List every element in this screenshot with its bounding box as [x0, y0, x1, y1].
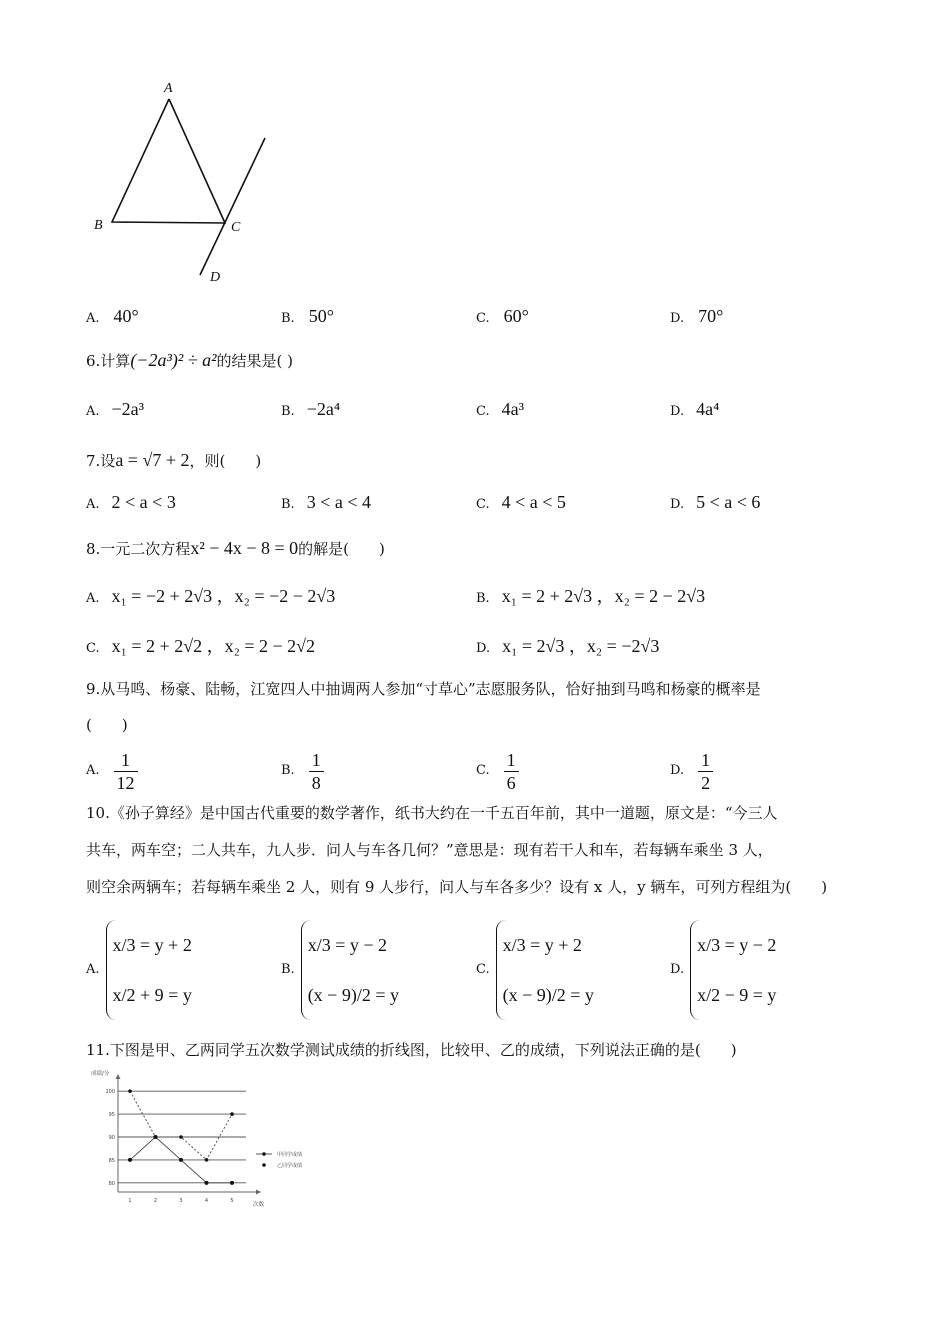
- equation-2: x/2 + 9 = y: [112, 984, 192, 1005]
- option-label: A.: [86, 591, 100, 606]
- option-label: B.: [281, 763, 295, 778]
- q6-options: [86, 398, 886, 420]
- numerator: 1: [309, 749, 324, 772]
- option-label: B.: [281, 404, 295, 419]
- numerator: 1: [504, 749, 519, 772]
- option-value: 4 < a < 5: [501, 492, 566, 512]
- q5-option-b[interactable]: [281, 305, 334, 329]
- q7-stem: [86, 449, 261, 471]
- q8-prefix: 8.一元二次方程: [86, 540, 191, 558]
- equation-system: [106, 920, 192, 1020]
- triangle-edges: [112, 99, 225, 223]
- y-tick-label: 90: [108, 1135, 115, 1141]
- triangle-figure: [85, 75, 285, 290]
- y-tick-label: 95: [108, 1112, 115, 1119]
- fraction: [114, 749, 138, 794]
- q9-option-b[interactable]: [281, 745, 324, 797]
- q11-stem: 11.下图是甲、乙两同学五次数学测试成绩的折线图，比较甲、乙的成绩，下列说法正确的是( ): [86, 1041, 737, 1059]
- x-tick-label: 2: [153, 1198, 158, 1204]
- denominator: 6: [506, 772, 516, 793]
- q8-option-a[interactable]: [86, 585, 335, 609]
- data-point: [154, 1135, 158, 1139]
- option-value: 50°: [308, 306, 334, 326]
- option-value: 5 < a < 6: [696, 492, 761, 512]
- q7-option-c[interactable]: [476, 491, 566, 515]
- q10-option-c[interactable]: [476, 918, 594, 1022]
- option-label: B.: [281, 497, 295, 512]
- option-label: A.: [86, 962, 100, 977]
- y-tick-label: 80: [108, 1180, 115, 1187]
- option-label: B.: [281, 962, 295, 977]
- y-axis-arrow: [116, 1074, 121, 1079]
- q7-suffix: ，则( ): [189, 452, 262, 470]
- option-value: x₁ = 2 + 2√3 ，x₂ = 2 − 2√3: [501, 586, 706, 606]
- q7-option-b[interactable]: [281, 491, 371, 515]
- option-value: −2a³: [111, 399, 145, 419]
- option-label: B.: [476, 591, 490, 606]
- q9-option-d[interactable]: [670, 745, 713, 797]
- q5-option-d[interactable]: [670, 305, 723, 329]
- q7-expression: a = √7 + 2: [115, 450, 190, 470]
- q7-option-d[interactable]: [670, 491, 760, 515]
- option-value: x₁ = 2√3 ，x₂ = −2√3: [502, 636, 660, 656]
- equation-system: [690, 920, 776, 1020]
- option-label: D.: [670, 962, 685, 977]
- option-label: C.: [476, 763, 490, 778]
- data-point: [205, 1158, 209, 1162]
- option-value: 40°: [113, 306, 139, 326]
- fraction: [504, 749, 519, 794]
- q6-option-c[interactable]: [476, 398, 524, 422]
- y-tick-label: 100: [105, 1089, 115, 1096]
- data-point: [230, 1181, 234, 1185]
- q7-prefix: 7.设: [86, 452, 116, 470]
- q8-option-d[interactable]: [476, 635, 659, 659]
- option-label: D.: [476, 641, 491, 656]
- q6-option-a[interactable]: [86, 398, 144, 422]
- equation-1: x/3 = y + 2: [112, 934, 192, 955]
- option-value: 2 < a < 3: [111, 492, 176, 512]
- equation-1: x/3 = y − 2: [697, 934, 777, 955]
- option-label: A.: [86, 763, 100, 778]
- q10-options: [86, 918, 886, 1022]
- equation-2: (x − 9)/2 = y: [502, 984, 594, 1005]
- option-value: 4a³: [501, 399, 525, 419]
- vertex-b: B: [94, 218, 103, 233]
- q10-stem-line2: 共车，两车空；二人共车，九人步．问人与车各几何？”意思是：现有若干人和车，若每辆车乘坐 3 人，: [86, 841, 773, 859]
- q6-suffix: 的结果是( ): [216, 352, 293, 370]
- option-label: A.: [86, 497, 100, 512]
- x-tick-label: 1: [128, 1198, 132, 1204]
- q10-stem-line1: 10.《孙子算经》是中国古代重要的数学著作，纸书大约在一千五百年前，其中一道题，原文是：“今三人: [86, 804, 778, 822]
- q9-option-c[interactable]: [476, 745, 519, 797]
- option-value: x₁ = 2 + 2√2 ，x₂ = 2 − 2√2: [111, 636, 316, 656]
- y-axis-label: 成绩/分: [91, 1071, 110, 1077]
- option-label: D.: [670, 763, 685, 778]
- line-chart: [85, 1070, 345, 1215]
- equation-1: x/3 = y − 2: [307, 934, 387, 955]
- data-point: [179, 1135, 183, 1139]
- option-label: C.: [476, 962, 490, 977]
- option-value: 4a⁴: [696, 399, 720, 419]
- option-label: D.: [670, 497, 685, 512]
- equation-system: [301, 920, 399, 1020]
- option-label: C.: [476, 404, 490, 419]
- legend-marker: [262, 1163, 266, 1167]
- q5-option-a[interactable]: [86, 305, 139, 329]
- q8-expression: x² − 4x − 8 = 0: [190, 538, 299, 558]
- q9-stem-line2: ( ): [86, 716, 128, 734]
- numerator: 1: [114, 749, 138, 772]
- series-line-2: [130, 1091, 232, 1160]
- q7-option-a[interactable]: [86, 491, 176, 515]
- data-point: [205, 1181, 209, 1185]
- q9-stem-line1: 9.从马鸣、杨豪、陆畅，江宽四人中抽调两人参加“寸草心”志愿服务队，恰好抽到马鸣和杨豪的概率是: [86, 680, 761, 698]
- data-point: [230, 1112, 234, 1116]
- denominator: 8: [311, 772, 321, 793]
- option-label: C.: [86, 641, 100, 656]
- equation-1: x/3 = y + 2: [502, 934, 582, 955]
- q6-stem: [86, 349, 293, 371]
- y-tick-label: 85: [108, 1157, 115, 1164]
- q8-suffix: 的解是( ): [298, 540, 385, 558]
- q8-option-c[interactable]: [86, 635, 315, 659]
- x-axis-arrow: [256, 1190, 261, 1195]
- x-tick-label: 3: [179, 1198, 183, 1204]
- equation-2: (x − 9)/2 = y: [307, 984, 399, 1005]
- data-point: [128, 1158, 132, 1162]
- legend-marker: [262, 1152, 266, 1156]
- option-label: B.: [281, 311, 295, 326]
- x-axis-label: 次数: [252, 1202, 264, 1208]
- q8-option-b[interactable]: [476, 585, 705, 609]
- option-value: 70°: [698, 306, 724, 326]
- q10-option-a[interactable]: [86, 918, 192, 1022]
- q6-prefix: 6.计算: [86, 352, 131, 370]
- legend-label: 甲同学成绩: [277, 1152, 303, 1158]
- equation-system: [496, 920, 594, 1020]
- q10-option-b[interactable]: [281, 918, 399, 1022]
- q7-options: [86, 491, 886, 513]
- q8-stem: [86, 537, 385, 559]
- legend-label: 乙同学成绩: [277, 1163, 303, 1169]
- denominator: 12: [116, 772, 135, 793]
- option-value: −2a⁴: [306, 399, 341, 419]
- q10-stem-line3: 则空余两辆车；若每辆车乘坐 2 人，则有 9 人步行，问人与车各多少？设有 x 人，y 辆车，可列方程组为( ): [86, 878, 828, 896]
- option-value: 60°: [503, 306, 529, 326]
- q10-option-d[interactable]: [670, 918, 776, 1022]
- option-label: A.: [86, 404, 100, 419]
- vertex-a: A: [164, 81, 173, 96]
- q9-options: [86, 745, 886, 797]
- data-point: [179, 1158, 183, 1162]
- vertex-d: D: [210, 270, 221, 285]
- option-value: 3 < a < 4: [306, 492, 371, 512]
- q9-option-a[interactable]: [86, 745, 138, 797]
- x-tick-label: 5: [230, 1198, 234, 1204]
- option-label: C.: [476, 311, 490, 326]
- q6-option-b[interactable]: [281, 398, 340, 422]
- option-value: x₁ = −2 + 2√3 ，x₂ = −2 − 2√3: [111, 586, 336, 606]
- option-label: D.: [670, 311, 685, 326]
- fraction: [309, 749, 324, 794]
- fraction: [698, 749, 713, 794]
- vertex-c: C: [231, 220, 241, 235]
- q5-option-c[interactable]: [476, 305, 529, 329]
- option-label: C.: [476, 497, 490, 512]
- data-point: [128, 1089, 132, 1093]
- denominator: 2: [701, 772, 711, 793]
- x-tick-label: 4: [204, 1198, 209, 1204]
- q5-options: [86, 305, 886, 327]
- q6-option-d[interactable]: [670, 398, 719, 422]
- equation-2: x/2 − 9 = y: [697, 984, 777, 1005]
- option-label: D.: [670, 404, 685, 419]
- option-label: A.: [86, 311, 100, 326]
- numerator: 1: [698, 749, 713, 772]
- q6-expression: (−2a³)² ÷ a²: [130, 350, 217, 370]
- line-cd: [200, 138, 265, 275]
